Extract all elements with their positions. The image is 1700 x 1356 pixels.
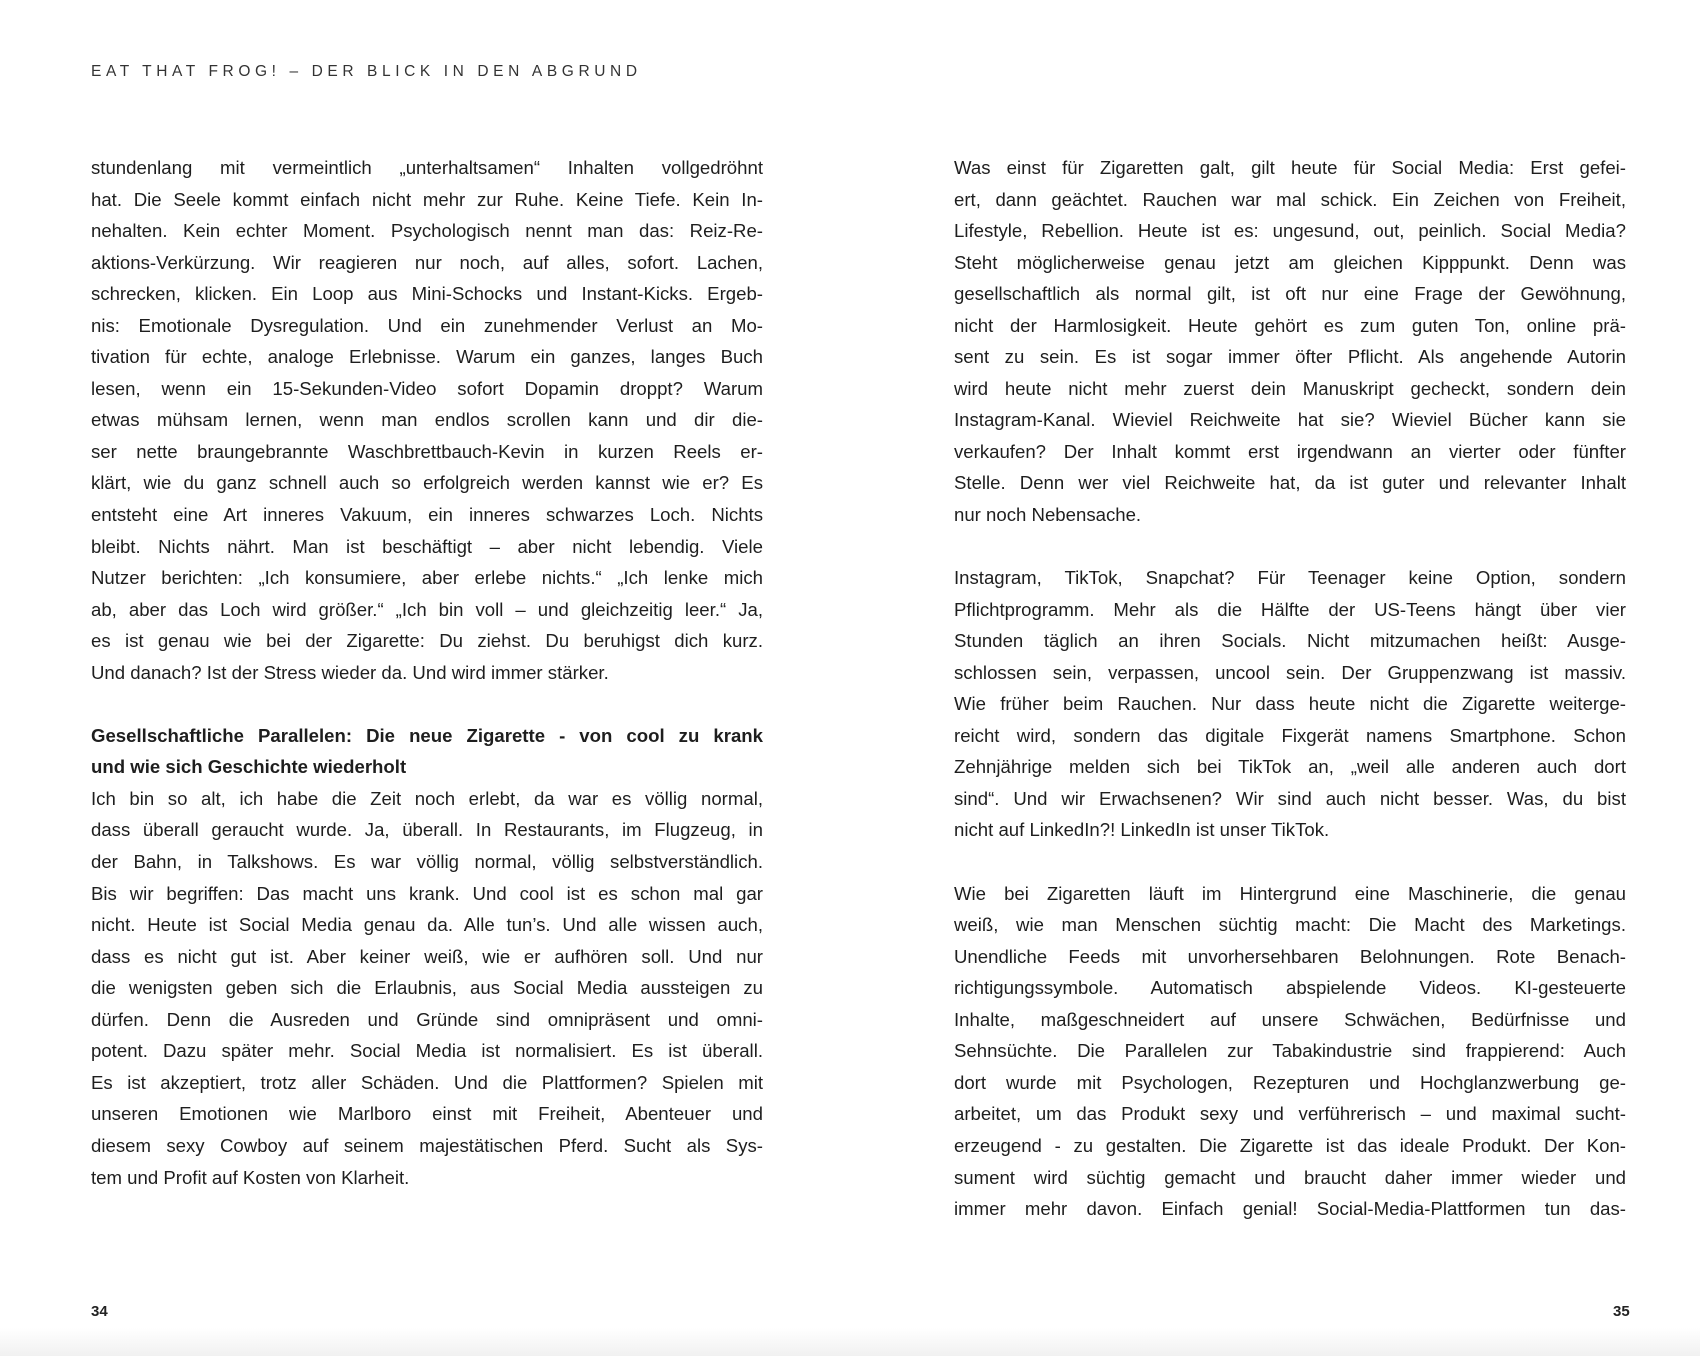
text-line: klärt, wie du ganz schnell auch so erfolgreich werden kannst wie er? Es <box>91 472 763 494</box>
running-head: EAT THAT FROG! – DER BLICK IN DEN ABGRUND <box>91 63 642 80</box>
text-line: ser nette braungebrannte Waschbrettbauch-Kevin in kurzen Reels er- <box>91 440 763 462</box>
text-line: Steht möglicherweise genau jetzt am gleichen Kipppunkt. Denn was <box>954 251 1626 273</box>
text-line: die wenigsten geben sich die Erlaubnis, aus Social Media aussteigen zu <box>91 977 763 999</box>
paragraph <box>954 878 1626 1225</box>
text-line: entsteht eine Art inneres Vakuum, ein inneres schwarzes Loch. Nichts <box>91 504 763 526</box>
text-line: gesellschaftlich als normal gilt, ist oft nur eine Frage der Gewöhnung, <box>954 283 1626 305</box>
text-line: lesen, wenn ein 15-Sekunden-Video sofort Dopamin droppt? Warum <box>91 377 763 399</box>
text-line: Nutzer berichten: „Ich konsumiere, aber erlebe nichts.“ „Ich lenke mich <box>91 567 763 589</box>
text-line: Stunden täglich an ihren Socials. Nicht mitzumachen heißt: Ausge- <box>954 630 1626 652</box>
page-number-left: 34 <box>91 1303 108 1320</box>
text-line: sent zu sein. Es ist sogar immer öfter Pflicht. Als angehende Autorin <box>954 346 1626 368</box>
text-line: schlossen sein, verpassen, uncool sein. Der Gruppenzwang ist massiv. <box>954 661 1626 683</box>
text-line: aktions-Verkürzung. Wir reagieren nur noch, auf alles, sofort. Lachen, <box>91 251 763 273</box>
text-line: bleibt. Nichts nährt. Man ist beschäftigt – aber nicht lebendig. Viele <box>91 535 763 557</box>
text-line: dort wurde mit Psychologen, Rezepturen und Hochglanzwerbung ge- <box>954 1071 1626 1093</box>
text-line: nehalten. Kein echter Moment. Psychologisch nennt man das: Reiz-Re- <box>91 220 763 242</box>
text-line: Sehnsüchte. Die Parallelen zur Tabakindustrie sind frappierend: Auch <box>954 1040 1626 1062</box>
heading-line: und wie sich Geschichte wiederholt <box>91 756 407 778</box>
text-line: nicht auf LinkedIn?! LinkedIn ist unser TikTok. <box>954 819 1330 841</box>
text-line: diesem sexy Cowboy auf seinem majestätischen Pferd. Sucht als Sys- <box>91 1134 763 1156</box>
right-page-body <box>954 152 1626 1225</box>
paragraph-gap <box>954 531 1626 563</box>
text-line: dass es nicht gut ist. Aber keiner weiß, wie er aufhören soll. Und nur <box>91 945 763 967</box>
text-line: Ich bin so alt, ich habe die Zeit noch erlebt, da war es völlig normal, <box>91 787 763 809</box>
text-line: Und danach? Ist der Stress wieder da. Und wird immer stärker. <box>91 661 609 683</box>
text-line: sind“. Und wir Erwachsenen? Wir sind auch nicht besser. Was, du bist <box>954 787 1626 809</box>
text-line: dürfen. Denn die Ausreden und Gründe sind omnipräsent und omni- <box>91 1008 763 1030</box>
text-line: Instagram, TikTok, Snapchat? Für Teenager keine Option, sondern <box>954 567 1626 589</box>
text-line: nis: Emotionale Dysregulation. Und ein zunehmender Verlust an Mo- <box>91 314 763 336</box>
text-line: reicht wird, sondern das digitale Fixgerät namens Smartphone. Schon <box>954 724 1626 746</box>
text-line: der Bahn, in Talkshows. Es war völlig normal, völlig selbstverständlich. <box>91 851 763 873</box>
text-line: potent. Dazu später mehr. Social Media ist normalisiert. Es ist überall. <box>91 1040 763 1062</box>
text-line: dass überall geraucht wurde. Ja, überall. In Restaurants, im Flugzeug, in <box>91 819 763 841</box>
text-line: Pflichtprogramm. Mehr als die Hälfte der US-Teens hängt über vier <box>954 598 1626 620</box>
text-line: nicht der Harmlosigkeit. Heute gehört es zum guten Ton, online prä- <box>954 314 1626 336</box>
text-line: Was einst für Zigaretten galt, gilt heute für Social Media: Erst gefei- <box>954 157 1626 178</box>
heading-line: Gesellschaftliche Parallelen: Die neue Zigarette - von cool zu krank <box>91 724 763 746</box>
text-line: nur noch Nebensache. <box>954 504 1142 526</box>
text-line: Wie früher beim Rauchen. Nur dass heute nicht die Zigarette weiterge- <box>954 693 1626 715</box>
text-line: sument wird süchtig gemacht und braucht daher immer wieder und <box>954 1166 1626 1188</box>
text-line: Instagram-Kanal. Wieviel Reichweite hat sie? Wieviel Bücher kann sie <box>954 409 1626 431</box>
text-line: schrecken, klicken. Ein Loop aus Mini-Schocks und Instant-Kicks. Ergeb- <box>91 283 763 305</box>
text-line: unseren Emotionen wie Marlboro einst mit Freiheit, Abenteuer und <box>91 1103 763 1125</box>
text-line: Lifestyle, Rebellion. Heute ist es: ungesund, out, peinlich. Social Media? <box>954 220 1626 242</box>
paragraph-gap <box>91 688 763 720</box>
paragraph-gap <box>954 846 1626 878</box>
text-line: erzeugend - zu gestalten. Die Zigarette ist das ideale Produkt. Der Kon- <box>954 1134 1626 1156</box>
page-number-right: 35 <box>1613 1303 1630 1320</box>
text-line: ert, dann geächtet. Rauchen war mal schick. Ein Zeichen von Freiheit, <box>954 188 1626 210</box>
text-line: etwas mühsam lernen, wenn man endlos scrollen kann und dir die- <box>91 409 763 431</box>
text-line: weiß, wie man Menschen süchtig macht: Die Macht des Marketings. <box>954 914 1626 936</box>
text-line: hat. Die Seele kommt einfach nicht mehr zur Ruhe. Keine Tiefe. Kein In- <box>91 188 763 210</box>
text-line: immer mehr davon. Einfach genial! Social-Media-Plattformen tun das- <box>954 1198 1626 1220</box>
text-line: ab, aber das Loch wird größer.“ „Ich bin voll – und gleichzeitig leer.“ Ja, <box>91 598 763 620</box>
text-line: tem und Profit auf Kosten von Klarheit. <box>91 1166 410 1188</box>
bottom-shadow <box>0 1328 1700 1356</box>
text-line: Bis wir begriffen: Das macht uns krank. Und cool ist es schon mal gar <box>91 882 763 904</box>
text-line: Stelle. Denn wer viel Reichweite hat, da ist guter und relevanter Inhalt <box>954 472 1626 494</box>
text-line: wird heute nicht mehr zuerst dein Manuskript gecheckt, sondern dein <box>954 377 1626 399</box>
text-line: es ist genau wie bei der Zigarette: Du ziehst. Du beruhigst dich kurz. <box>91 630 763 652</box>
text-line: tivation für echte, analoge Erlebnisse. Warum ein ganzes, langes Buch <box>91 346 763 368</box>
text-line: nicht. Heute ist Social Media genau da. Alle tun’s. Und alle wissen auch, <box>91 914 763 936</box>
paragraph <box>91 783 763 1193</box>
text-line: stundenlang mit vermeintlich „unterhaltsamen“ Inhalten vollgedröhnt <box>91 157 763 178</box>
text-line: Inhalte, maßgeschneidert auf unsere Schwächen, Bedürfnisse und <box>954 1008 1626 1030</box>
text-line: arbeitet, um das Produkt sexy und verführerisch – und maximal sucht- <box>954 1103 1626 1125</box>
text-line: verkaufen? Der Inhalt kommt erst irgendwann an vierter oder fünfter <box>954 440 1626 462</box>
section-heading <box>91 720 763 783</box>
paragraph <box>954 562 1626 846</box>
paragraph <box>91 152 763 688</box>
text-line: Unendliche Feeds mit unvorhersehbaren Belohnungen. Rote Benach- <box>954 945 1626 967</box>
text-line: Wie bei Zigaretten läuft im Hintergrund eine Maschinerie, die genau <box>954 882 1626 904</box>
text-line: richtigungssymbole. Automatisch abspielende Videos. KI-gesteuerte <box>954 977 1626 999</box>
left-page-body <box>91 152 763 1193</box>
text-line: Zehnjährige melden sich bei TikTok an, „weil alle anderen auch dort <box>954 756 1626 778</box>
text-line: Es ist akzeptiert, trotz aller Schäden. Und die Plattformen? Spielen mit <box>91 1071 763 1093</box>
paragraph <box>954 152 1626 531</box>
